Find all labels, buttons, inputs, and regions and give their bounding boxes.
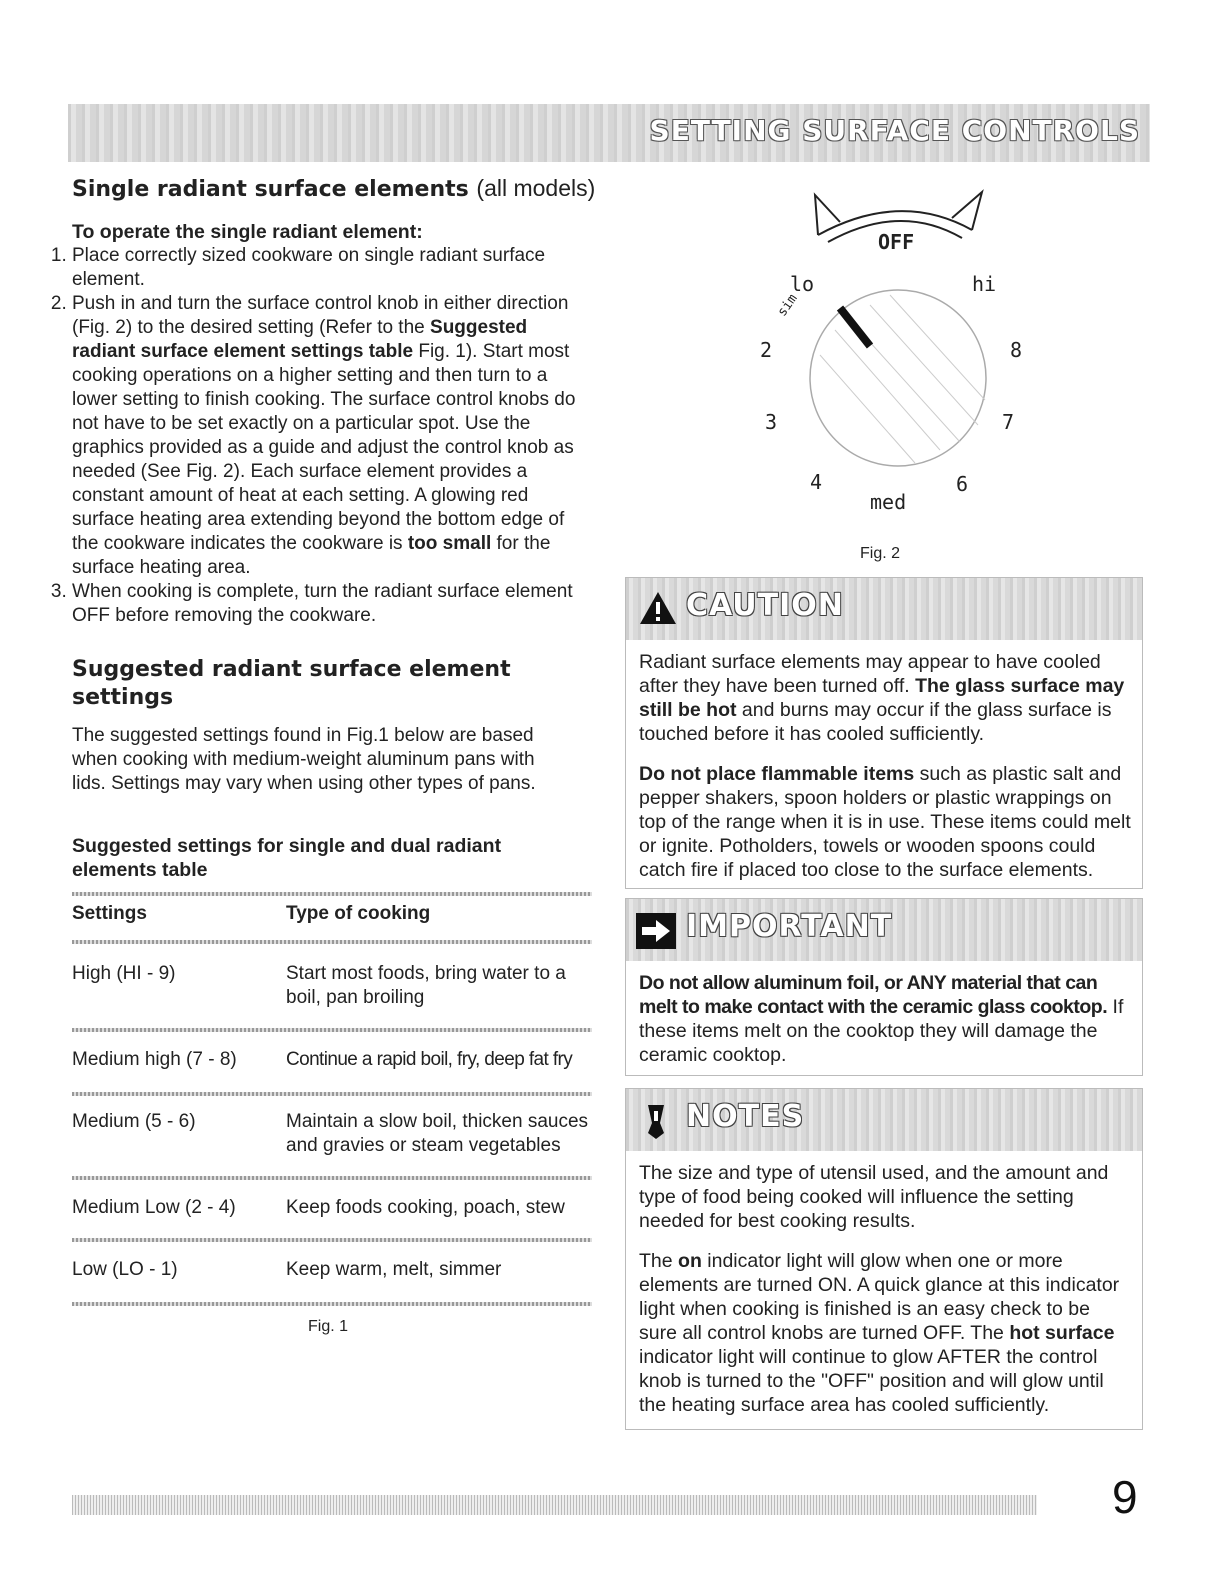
step-2	[72, 292, 592, 580]
cell-type: Continue a rapid boil, fry, deep fat fry	[286, 1049, 573, 1070]
settings-table	[72, 896, 592, 1306]
suggested-body: The suggested settings found in Fig.1 below are based when cooking with medium-weight aluminum pans with lids. Settings may vary when using other types of pans.	[72, 725, 536, 794]
caution-title: CAUTION	[686, 588, 844, 623]
cell-type: Keep warm, melt, simmer	[286, 1259, 502, 1280]
knob-label-lo: lo	[790, 272, 815, 296]
caution-p2-b: such as plastic salt and pepper shakers, spoon holders or plastic wrappings on top of the range when it is in use. These items could melt or ignite. Potholders, towels or wooden spoons could catch fire if placed too close to the surface elements.	[639, 763, 1131, 881]
knob-label-4: 4	[810, 470, 823, 494]
step-1: 1. Place correctly sized cookware on single radiant surface element.	[72, 244, 592, 292]
knob-label-7: 7	[1002, 410, 1015, 434]
cell-type: Maintain a slow boil, thicken sauces and gravies or steam vegetables	[286, 1111, 589, 1156]
important-panel	[625, 898, 1143, 1076]
caution-panel	[625, 577, 1143, 889]
cell-setting: Medium high (7 - 8)	[72, 1049, 237, 1070]
arrow-right-box-icon	[636, 913, 676, 949]
header-banner	[68, 104, 1150, 162]
col-header-settings: Settings	[72, 903, 147, 924]
notes-p2-c: indicator light will glow when one or more elements are turned ON. A quick glance at this indicator light when cooking is finished is an easy check to be sure all control knobs are turned OFF. The	[639, 1250, 1120, 1344]
fig2-caption: Fig. 2	[860, 545, 901, 562]
cell-setting: Medium Low (2 - 4)	[72, 1197, 236, 1218]
notes-p2-e: indicator light will continue to glow AFTER the control knob is turned to the "OFF" position and will glow until the heating surface area has cooled sufficiently.	[639, 1346, 1104, 1416]
important-header	[626, 899, 1142, 961]
cell-setting: Low (LO - 1)	[72, 1259, 178, 1280]
knob-label-3: 3	[765, 410, 778, 434]
table-row	[72, 1096, 592, 1176]
notes-header	[626, 1089, 1142, 1151]
footer-bar	[72, 1495, 1037, 1515]
col-header-type: Type of cooking	[286, 903, 431, 924]
knob-figure	[740, 180, 1060, 580]
knob-label-med: med	[870, 490, 907, 514]
cell-type: Start most foods, bring water to a boil, pan broiling	[286, 963, 566, 1008]
knob-label-hi: hi	[972, 272, 997, 296]
important-p1-b: If these items melt on the cooktop they will damage the ceramic cooktop.	[639, 996, 1124, 1066]
cell-type: Keep foods cooking, poach, stew	[286, 1197, 565, 1218]
caution-header	[626, 578, 1142, 640]
step-2-text-e: for the surface heating area.	[72, 533, 551, 578]
fig1-caption: Fig. 1	[308, 1318, 349, 1335]
table-row	[72, 1032, 592, 1092]
notes-body	[626, 1151, 1142, 1443]
knob-label-2: 2	[760, 338, 773, 362]
section-title-normal: (all models)	[476, 175, 596, 201]
knob-label-8: 8	[1010, 338, 1023, 362]
caution-p1-c: and burns may occur if the glass surface is touched before it has cooled sufficiently.	[639, 699, 1112, 745]
table-row	[72, 1180, 592, 1238]
notes-p2-a: The	[639, 1250, 679, 1272]
step-2-text-a: Push in and turn the surface control knob in either direction (Fig. 2) to the desired setting (Refer to the	[72, 293, 569, 338]
important-paragraph	[639, 971, 1132, 1067]
warning-triangle-icon	[638, 590, 678, 626]
notes-panel	[625, 1088, 1143, 1430]
cell-setting: High (HI - 9)	[72, 963, 176, 984]
instructions-list	[36, 244, 592, 628]
important-p1-a: Do not allow aluminum foil, or ANY material that can melt to make contact with the ceramic glass cooktop.	[639, 972, 1108, 1018]
section-title-suggested: Suggested radiant surface element settings	[72, 657, 511, 710]
page-title: SETTING SURFACE CONTROLS	[649, 114, 1140, 147]
step-3: 3. When cooking is complete, turn the radiant surface element OFF before removing the cookware.	[72, 580, 592, 628]
section-title-bold: Single radiant surface elements	[72, 177, 469, 202]
knob-label-off: OFF	[878, 230, 915, 254]
important-title: IMPORTANT	[686, 909, 893, 944]
caution-body	[626, 640, 1142, 908]
table-row	[72, 1242, 592, 1302]
table-header-row	[72, 896, 592, 940]
left-column	[72, 175, 602, 1336]
caution-paragraph-2	[639, 762, 1132, 882]
table-row	[72, 944, 592, 1028]
caution-p1-b: The glass surface may still be hot	[639, 675, 1125, 721]
step-2-text-b: Suggested radiant surface element settings table	[72, 317, 528, 362]
caution-paragraph-1	[639, 650, 1132, 746]
important-body	[626, 961, 1142, 1077]
notes-paragraph-2	[639, 1249, 1132, 1417]
knob-label-6: 6	[956, 472, 969, 496]
knob-label-sim: sim	[774, 291, 801, 320]
table-bottom-rule	[72, 1302, 592, 1306]
notes-p2-b: on	[678, 1250, 702, 1272]
caution-p2-a: Do not place flammable items	[639, 763, 915, 785]
notes-paragraph-1: The size and type of utensil used, and the amount and type of food being cooked will influence the setting needed for best cooking results.	[639, 1162, 1109, 1232]
notes-title: NOTES	[686, 1099, 805, 1134]
section-title-single-radiant	[72, 175, 602, 202]
step-2-text-c: Fig. 1). Start most cooking operations on a higher setting and then turn to a lower setting to finish cooking. The surface control knobs do not have to be set exactly on a particular spot. Use the graphics provided as a guide and adjust the control knob as needed (See Fig. 2). Each surface element provides a constant amount of heat at each setting. A glowing red surface heating area extending beyond the bottom edge of the cookware indicates the cookware is	[72, 341, 576, 554]
pencil-note-icon	[642, 1103, 670, 1141]
operate-subhead: To operate the single radiant element:	[72, 221, 423, 243]
table-title: Suggested settings for single and dual radiant elements table	[72, 835, 502, 881]
caution-p1-a: Radiant surface elements may appear to have cooled after they have been turned off.	[639, 651, 1101, 697]
page-number: 9	[1112, 1471, 1138, 1523]
knob-dial	[810, 290, 986, 466]
notes-p2-d: hot surface	[1009, 1322, 1115, 1344]
step-2-text-d: too small	[407, 533, 492, 554]
cell-setting: Medium (5 - 6)	[72, 1111, 196, 1132]
